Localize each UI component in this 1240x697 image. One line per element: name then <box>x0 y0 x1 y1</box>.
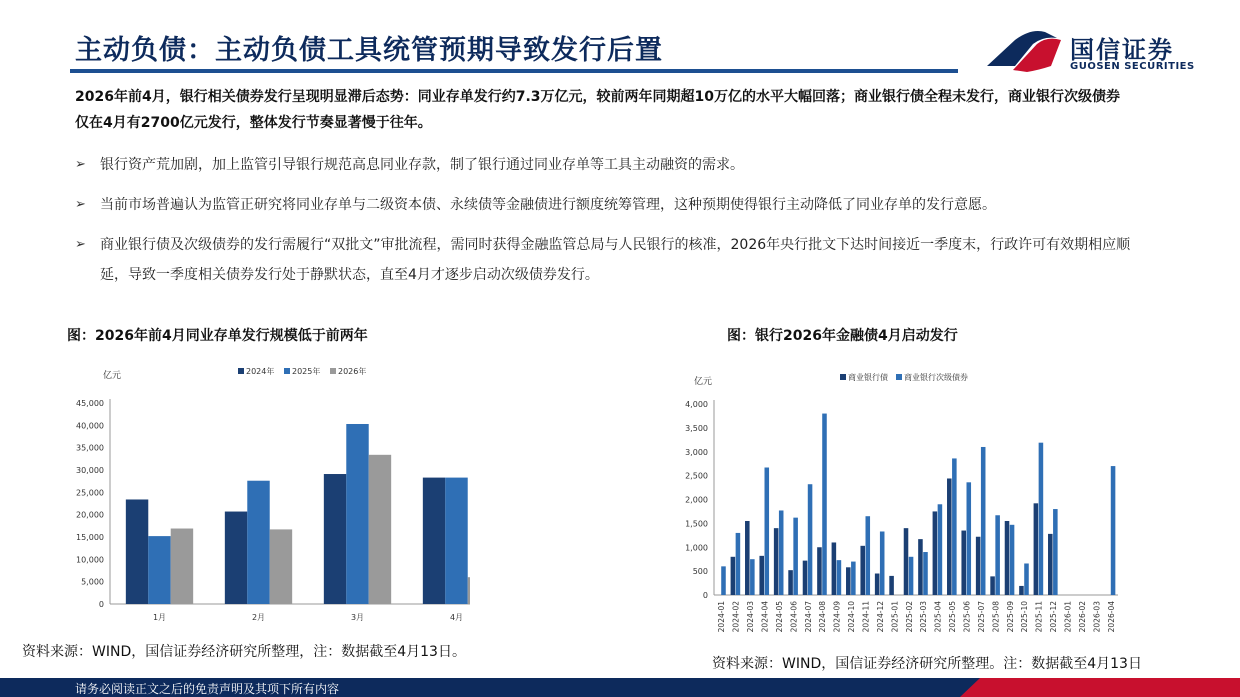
bar <box>324 474 346 604</box>
x-tick-label: 1月 <box>152 613 167 622</box>
y-tick-label: 500 <box>692 567 708 577</box>
bullet-list <box>75 150 1135 300</box>
x-tick-label: 2026-02 <box>1077 601 1087 633</box>
x-tick-label: 2025-02 <box>904 601 914 633</box>
y-tick-label: 30,000 <box>76 466 104 475</box>
bar <box>1034 503 1039 595</box>
right-figure-title: 图：银行2026年金融债4月启动发行 <box>727 328 958 344</box>
bar <box>788 570 793 595</box>
bar <box>904 528 909 595</box>
bar <box>1053 509 1058 595</box>
legend-label: 2024年 <box>246 367 275 376</box>
bar <box>995 515 1000 595</box>
x-tick-label: 2025-06 <box>962 601 972 633</box>
bar <box>947 478 952 595</box>
bar <box>918 539 923 595</box>
arrow-bullet-icon: ➢ <box>75 237 86 252</box>
y-axis-unit: 亿元 <box>694 377 713 387</box>
x-tick-label: 2024-03 <box>746 601 756 633</box>
legend-swatch <box>284 368 290 374</box>
page-title: 主动负债：主动负债工具统管预期导致发行后置 <box>75 35 663 66</box>
y-tick-label: 0 <box>98 600 104 609</box>
bar <box>731 557 736 595</box>
legend-swatch <box>330 368 336 374</box>
x-tick-label: 2024-04 <box>760 601 770 633</box>
x-tick-label: 2025-11 <box>1034 601 1044 633</box>
bar <box>126 499 148 604</box>
y-tick-label: 45,000 <box>76 399 104 408</box>
bar <box>247 481 269 604</box>
y-tick-label: 35,000 <box>76 443 104 453</box>
summary-paragraph: 2026年前4月，银行相关债券发行呈现明显滞后态势：同业存单发行约7.3万亿元，较前两年同期超10万亿的水平大幅回落；商业银行债全程未发行，商业银行次级债券仅在4月有2700亿元发行，整体发行节奏显著慢于往年。 <box>75 89 1120 131</box>
title-divider <box>70 69 958 73</box>
x-tick-label: 2025-12 <box>1049 601 1059 633</box>
x-tick-label: 2025-04 <box>933 601 943 633</box>
y-tick-label: 20,000 <box>76 510 104 520</box>
x-tick-label: 4月 <box>449 613 464 622</box>
bar <box>765 468 770 595</box>
bar <box>721 566 726 595</box>
bar <box>846 567 851 595</box>
bar <box>803 561 808 595</box>
y-tick-label: 40,000 <box>76 421 104 431</box>
legend-swatch <box>238 368 244 374</box>
bar <box>445 478 467 604</box>
x-tick-label: 2025-01 <box>890 601 900 633</box>
bar <box>875 574 880 595</box>
bullet-item <box>75 150 1135 180</box>
x-tick-label: 2025-08 <box>991 601 1001 633</box>
bar <box>889 576 894 595</box>
legend-swatch <box>840 374 846 380</box>
bar <box>750 559 755 595</box>
y-tick-label: 3,500 <box>685 423 708 433</box>
x-tick-label: 2025-03 <box>919 601 929 633</box>
right-figure-source: 资料来源：WIND，国信证券经济研究所整理。注：数据截至4月13日 <box>712 656 1142 672</box>
bullet-text: 商业银行债及次级债券的发行需履行“双批文”审批流程，需同时获得金融监管总局与人民银行的核准，2026年央行批文下达时间接近一季度末，行政许可有效期相应顺延，导致一季度相关债券发行处于静默状态，直至4月才逐步启动次级债券发行。 <box>100 237 1131 283</box>
bar <box>1048 534 1053 595</box>
bar <box>860 546 865 595</box>
bar <box>923 552 928 595</box>
x-tick-label: 2024-12 <box>875 601 885 633</box>
x-tick-label: 2024-09 <box>832 601 842 633</box>
legend-label: 商业银行次级债券 <box>904 373 968 382</box>
bar <box>1039 443 1044 595</box>
x-tick-label: 2024-08 <box>818 601 828 633</box>
bar <box>423 478 445 604</box>
x-tick-label: 2025-10 <box>1020 601 1030 633</box>
bar <box>967 482 972 595</box>
x-tick-label: 2月 <box>251 613 266 622</box>
x-tick-label: 2026-04 <box>1106 601 1116 633</box>
bar <box>148 536 170 604</box>
bullet-text: 银行资产荒加剧，加上监管引导银行规范高息同业存款，制了银行通过同业存单等工具主动融资的需求。 <box>100 157 744 173</box>
bar <box>938 504 943 595</box>
footer-accent-block <box>980 678 1240 697</box>
bar <box>866 516 871 595</box>
bar <box>808 484 813 595</box>
footer-disclaimer: 请务必阅读正文之后的免责声明及其项下所有内容 <box>75 682 340 696</box>
bar <box>793 518 798 595</box>
bar <box>961 531 966 595</box>
bar <box>933 511 938 595</box>
legend-label: 商业银行债 <box>848 373 888 382</box>
bar <box>909 557 914 595</box>
bar <box>952 458 957 595</box>
y-tick-label: 5,000 <box>81 577 104 587</box>
y-axis-unit: 亿元 <box>103 371 122 381</box>
bar <box>759 556 764 595</box>
legend-label: 2026年 <box>338 367 367 376</box>
y-tick-label: 2,500 <box>685 471 708 481</box>
bar <box>745 521 750 595</box>
footer-accent <box>960 678 980 697</box>
bar <box>1024 563 1029 595</box>
bar <box>774 528 779 595</box>
y-tick-label: 1,500 <box>685 519 708 529</box>
y-tick-label: 4,000 <box>685 400 708 409</box>
bar <box>270 529 292 604</box>
y-tick-label: 10,000 <box>76 555 104 565</box>
bar <box>837 560 842 595</box>
bar <box>225 512 247 604</box>
x-tick-label: 2024-10 <box>847 601 857 633</box>
bullet-item <box>75 190 1135 220</box>
bar <box>990 576 995 595</box>
y-tick-label: 1,000 <box>685 543 708 553</box>
x-tick-label: 2024-07 <box>803 601 813 633</box>
bar <box>346 424 368 604</box>
arrow-bullet-icon: ➢ <box>75 197 86 212</box>
y-tick-label: 3,000 <box>685 447 708 457</box>
y-tick-label: 15,000 <box>76 533 104 542</box>
x-tick-label: 2026-03 <box>1092 601 1102 633</box>
left-figure-source: 资料来源：WIND，国信证券经济研究所整理，注：数据截至4月13日。 <box>22 644 466 660</box>
y-tick-label: 2,000 <box>685 495 708 505</box>
bar <box>779 510 784 595</box>
bar <box>1019 586 1024 595</box>
bullet-text: 当前市场普遍认为监管正研究将同业存单与二级资本债、永续债等金融债进行额度统筹管理，这种预期使得银行主动降低了同业存单的发行意愿。 <box>100 197 996 213</box>
bar <box>1111 466 1116 595</box>
x-tick-label: 2024-11 <box>861 601 871 633</box>
x-tick-label: 2025-09 <box>1005 601 1015 633</box>
bar <box>1005 521 1010 595</box>
logo-chinese-name: 国信证券 <box>1070 36 1174 64</box>
x-tick-label: 2025-05 <box>948 601 958 633</box>
bar <box>851 562 856 595</box>
bar <box>880 531 885 595</box>
legend-swatch <box>896 374 902 380</box>
bank-bond-issuance-chart <box>680 362 1140 652</box>
bullet-item <box>75 230 1135 290</box>
bar <box>736 533 741 595</box>
bar <box>832 542 837 595</box>
cd-issuance-chart <box>50 360 470 630</box>
y-tick-label: 0 <box>702 591 708 600</box>
left-figure-title: 图：2026年前4月同业存单发行规模低于前两年 <box>67 328 368 344</box>
y-tick-label: 25,000 <box>76 488 104 498</box>
bar <box>171 529 193 604</box>
logo-english-name: GUOSEN SECURITIES <box>1070 61 1195 72</box>
bar <box>817 547 822 595</box>
x-tick-label: 2025-07 <box>976 601 986 633</box>
x-tick-label: 2024-06 <box>789 601 799 633</box>
x-tick-label: 2024-05 <box>774 601 784 633</box>
x-tick-label: 3月 <box>350 613 365 622</box>
x-tick-label: 2026-01 <box>1063 601 1073 633</box>
x-tick-label: 2024-02 <box>731 601 741 633</box>
bar <box>976 537 981 595</box>
legend-label: 2025年 <box>292 367 321 376</box>
bar <box>468 577 470 604</box>
bar <box>822 414 827 595</box>
x-tick-label: 2024-01 <box>717 601 727 633</box>
bar <box>1010 525 1015 595</box>
bar <box>981 447 986 595</box>
bar <box>369 455 391 604</box>
arrow-bullet-icon: ➢ <box>75 157 86 172</box>
